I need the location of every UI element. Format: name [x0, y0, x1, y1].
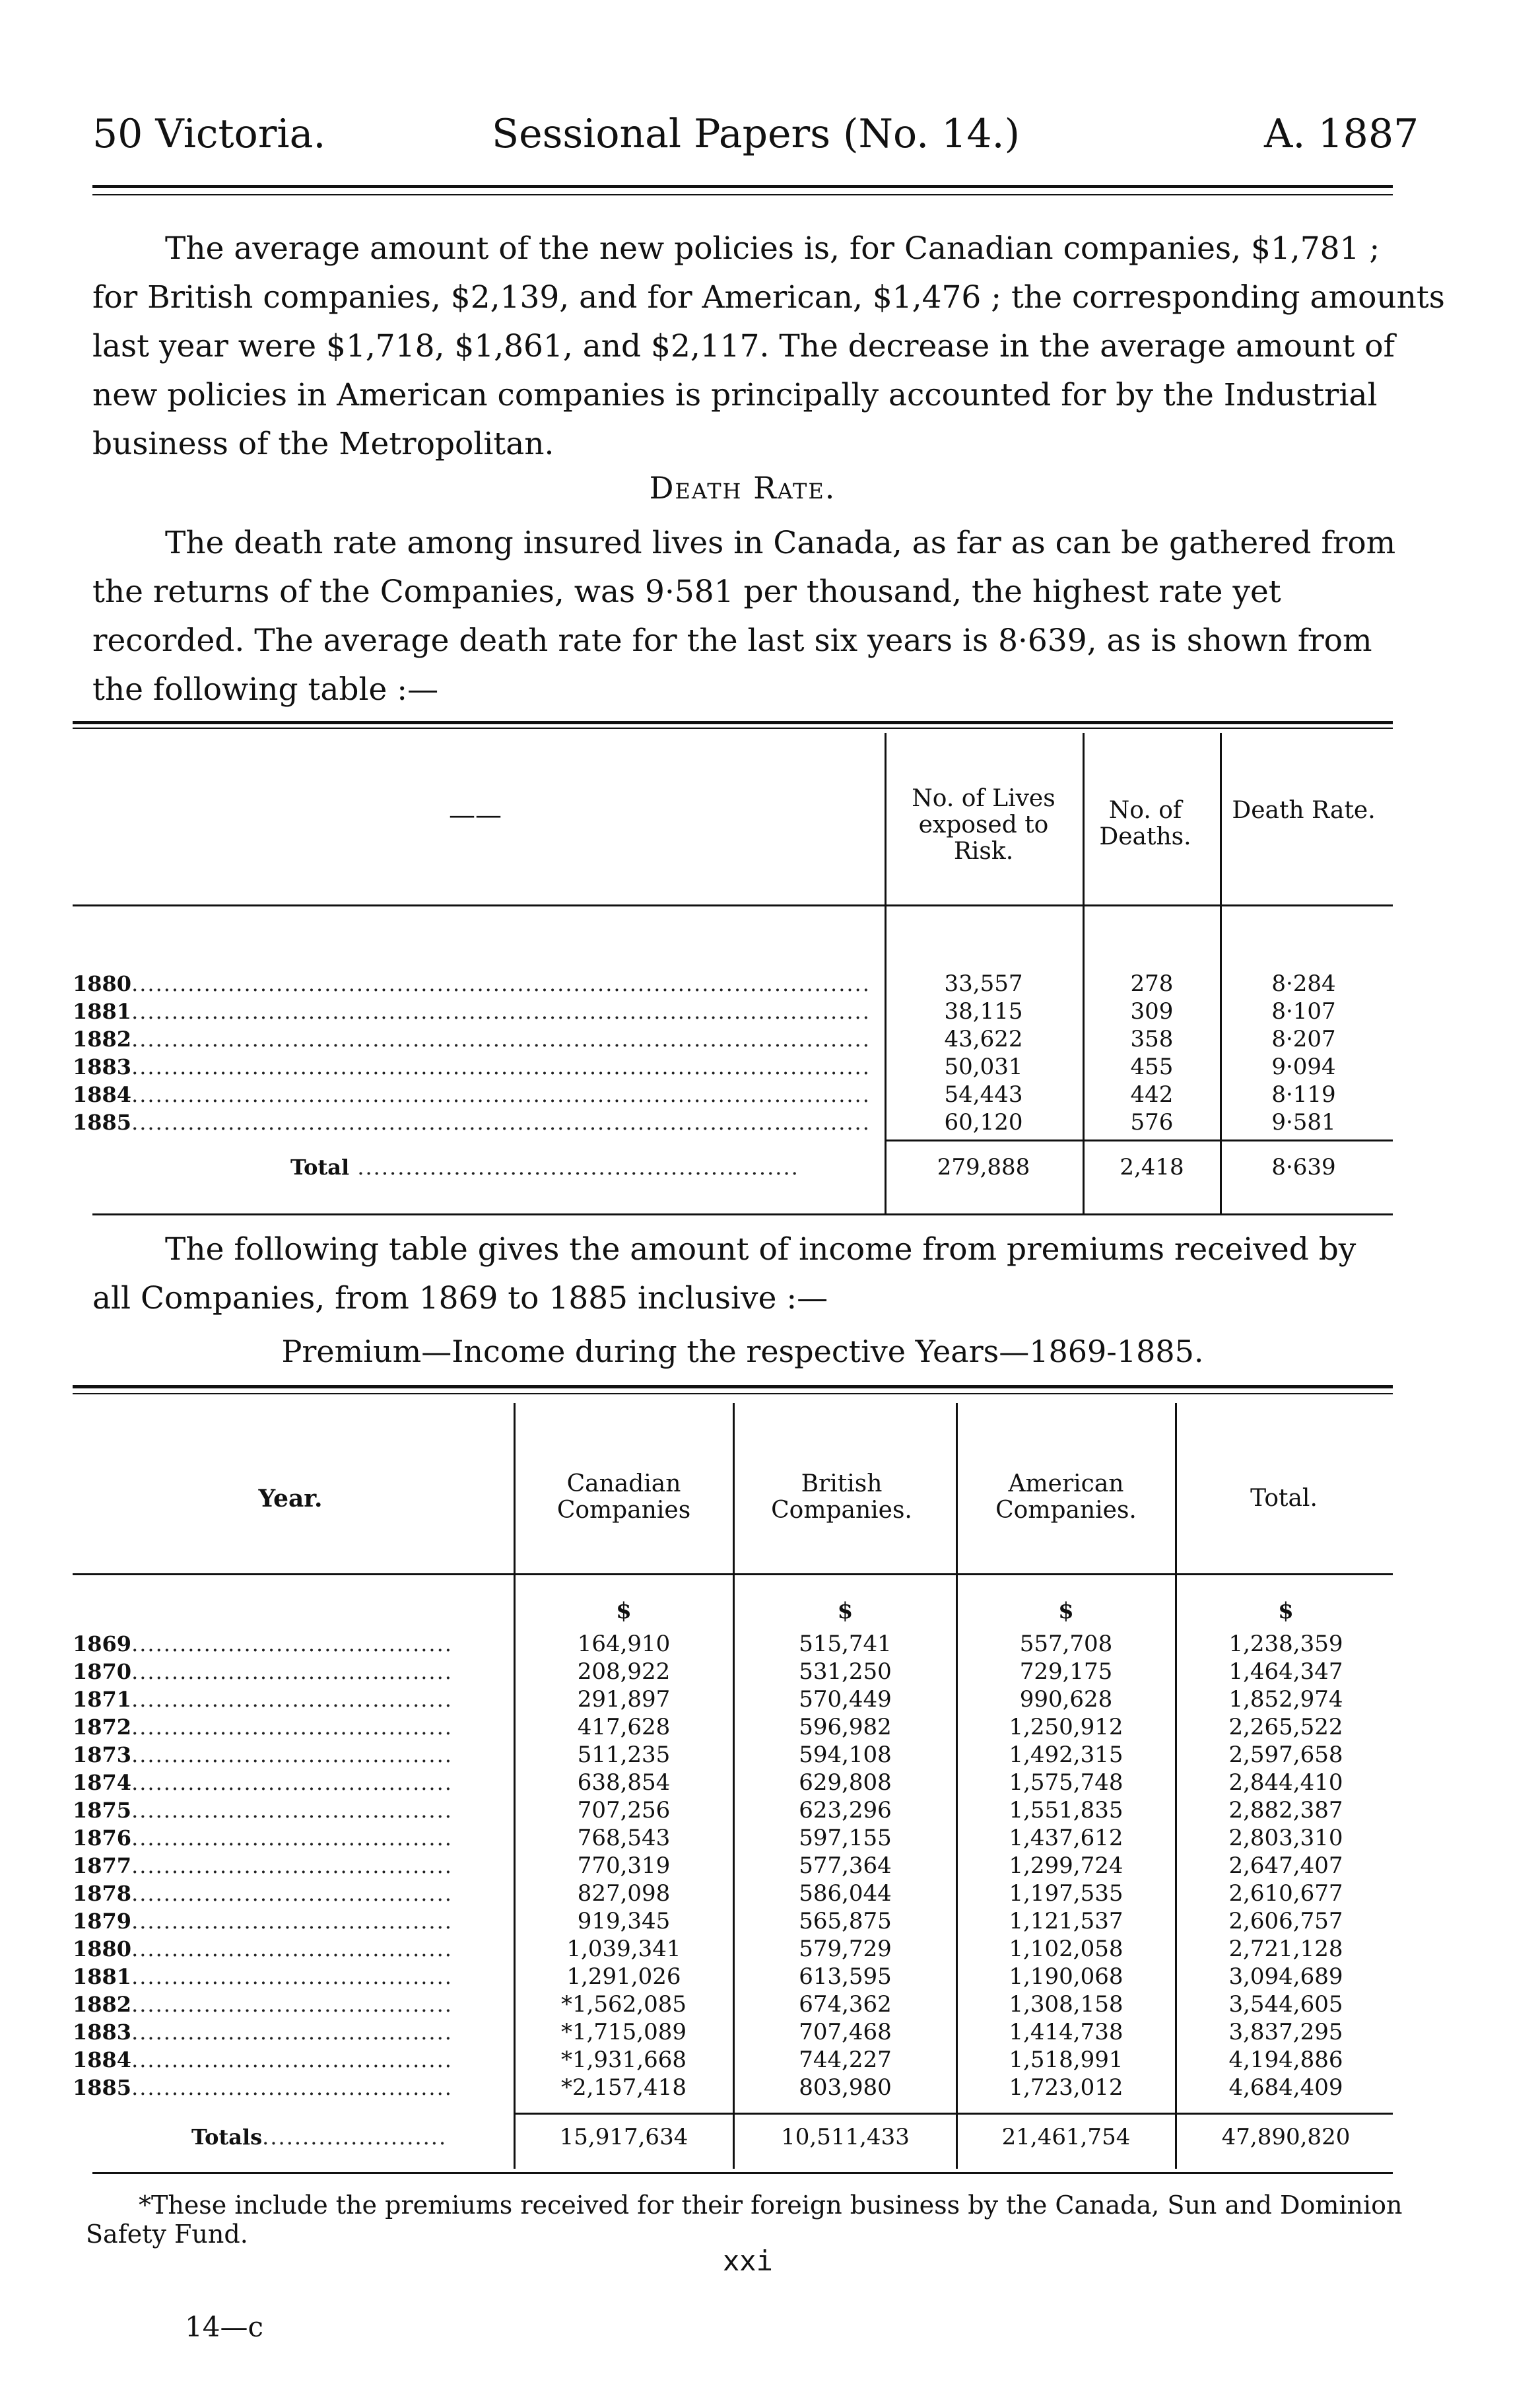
header-separator	[73, 1573, 1393, 1575]
column-divider	[885, 733, 887, 1215]
premium-row-british: 594,108	[799, 1742, 892, 1768]
premium-row-canadian: 208,922	[577, 1658, 671, 1685]
death-row-deaths: 358	[1130, 1026, 1174, 1052]
totals-label: Totals.......................	[191, 2125, 448, 2150]
premium-row-year: 1872........................................	[73, 1715, 453, 1740]
paragraph-average-amount	[92, 224, 1445, 469]
premium-row-british: 531,250	[799, 1658, 892, 1685]
premium-row-canadian: 919,345	[577, 1908, 671, 1934]
premium-row-canadian: 1,291,026	[566, 1963, 681, 1990]
paragraph-line: last year were $1,718, $1,861, and $2,117. The decrease in the average amount of	[92, 328, 1395, 364]
total-column-header: Total.	[1250, 1485, 1318, 1512]
premium-row-total: 2,844,410	[1228, 1769, 1343, 1796]
premium-row-canadian: 291,897	[577, 1686, 671, 1713]
premium-row-total: 2,597,658	[1228, 1742, 1343, 1768]
premium-row-year: 1876........................................	[73, 1825, 453, 1851]
currency-symbol: $	[837, 1598, 854, 1624]
premium-row-british: 577,364	[799, 1853, 892, 1879]
death-row-year: 1881............................................................................................	[73, 999, 871, 1024]
premium-row-total: 1,852,974	[1228, 1686, 1343, 1713]
premium-row-total: 2,610,677	[1228, 1880, 1343, 1907]
premium-row-british: 803,980	[799, 2074, 892, 2101]
premium-row-canadian: 638,854	[577, 1769, 671, 1796]
premium-row-total: 1,238,359	[1228, 1631, 1343, 1657]
premium-row-total: 2,721,128	[1228, 1936, 1343, 1962]
premium-row-year: 1884........................................	[73, 2047, 453, 2072]
premium-row-year: 1883........................................	[73, 2020, 453, 2045]
premium-row-canadian: 164,910	[577, 1631, 671, 1657]
premium-row-british: 597,155	[799, 1825, 892, 1851]
premium-row-year: 1869........................................	[73, 1631, 453, 1656]
page-number: xxi	[723, 2245, 773, 2277]
total-rate: 8·639	[1271, 1154, 1336, 1180]
death-row-year: 1882............................................................................................	[73, 1027, 871, 1052]
death-row-lives: 60,120	[944, 1109, 1023, 1136]
premium-row-american: 1,723,012	[1009, 2074, 1123, 2101]
column-divider	[1175, 1403, 1177, 2169]
premium-row-year: 1877........................................	[73, 1853, 453, 1878]
premium-row-year: 1879........................................	[73, 1909, 453, 1934]
currency-symbol: $	[1058, 1598, 1074, 1624]
table-rule	[73, 1393, 1393, 1394]
death-row-deaths: 576	[1130, 1109, 1174, 1136]
death-row-year: 1883............................................................................................	[73, 1054, 871, 1079]
paragraph-death-rate	[92, 519, 1396, 714]
death-row-rate: 8·284	[1271, 970, 1336, 997]
table-rule	[73, 1385, 1393, 1388]
premium-row-british: 674,362	[799, 1991, 892, 2018]
premium-row-british: 744,227	[799, 2047, 892, 2073]
column-divider	[1083, 733, 1085, 1215]
premium-row-year: 1874........................................	[73, 1770, 453, 1795]
premium-row-british: 629,808	[799, 1769, 892, 1796]
footnote	[86, 2191, 1406, 2249]
table-bottom-rule	[92, 1213, 1393, 1215]
american-column-header: American Companies.	[995, 1470, 1137, 1524]
currency-symbol: $	[1278, 1598, 1294, 1624]
paragraph-line: new policies in American companies is principally accounted for by the Industrial	[92, 377, 1378, 413]
premium-row-total: 4,194,886	[1228, 2047, 1343, 2073]
premium-row-total: 3,544,605	[1228, 1991, 1343, 2018]
paragraph-line: The death rate among insured lives in Canada, as far as can be gathered from	[165, 525, 1396, 561]
total-lives: 279,888	[937, 1154, 1030, 1180]
premium-row-year: 1878........................................	[73, 1881, 453, 1906]
column-divider	[956, 1403, 958, 2169]
totals-total: 47,890,820	[1221, 2124, 1351, 2150]
paragraph-line: recorded. The average death rate for the last six years is 8·639, as is shown from	[92, 623, 1372, 659]
premium-row-total: 1,464,347	[1228, 1658, 1343, 1685]
premium-row-canadian: 768,543	[577, 1825, 671, 1851]
premium-row-american: 1,190,068	[1009, 1963, 1123, 1990]
premium-row-american: 1,437,612	[1009, 1825, 1123, 1851]
death-row-year: 1885............................................................................................	[73, 1110, 871, 1135]
premium-row-british: 596,982	[799, 1714, 892, 1740]
column-divider	[1220, 733, 1222, 1215]
death-row-lives: 54,443	[944, 1081, 1023, 1108]
premium-row-canadian: 707,256	[577, 1797, 671, 1823]
premium-row-total: 2,882,387	[1228, 1797, 1343, 1823]
header-left: 50 Victoria.	[92, 111, 326, 157]
premium-row-year: 1882........................................	[73, 1992, 453, 2017]
british-column-header: British Companies.	[771, 1470, 912, 1524]
blank-column-header: ——	[449, 800, 502, 831]
total-label: Total .......................................................	[290, 1155, 799, 1180]
footnote-line: *These include the premiums received for their foreign business by the Canada, Sun and Dominion	[139, 2191, 1403, 2220]
premium-row-british: 515,741	[799, 1631, 892, 1657]
premium-heading: Premium—Income during the respective Years—1869-1885.	[281, 1334, 1204, 1369]
death-row-deaths: 442	[1130, 1081, 1174, 1108]
header-rule-bottom	[92, 194, 1393, 195]
header-rule-top	[92, 185, 1393, 188]
death-row-year: 1884............................................................................................	[73, 1082, 871, 1107]
premium-row-canadian: *1,931,668	[560, 2047, 687, 2073]
premium-row-canadian: 770,319	[577, 1853, 671, 1879]
premium-row-american: 990,628	[1019, 1686, 1113, 1713]
death-row-deaths: 309	[1130, 998, 1174, 1025]
premium-row-british: 565,875	[799, 1908, 892, 1934]
premium-row-year: 1870........................................	[73, 1659, 453, 1684]
lives-column-header: No. of Lives exposed to Risk.	[912, 785, 1055, 865]
premium-row-british: 570,449	[799, 1686, 892, 1713]
table-bottom-rule	[92, 2172, 1393, 2174]
footnote-line: Safety Fund.	[86, 2220, 248, 2249]
totals-canadian: 15,917,634	[559, 2124, 688, 2150]
premium-row-total: 4,684,409	[1228, 2074, 1343, 2101]
premium-row-year: 1880........................................	[73, 1936, 453, 1961]
premium-row-year: 1871........................................	[73, 1687, 453, 1712]
death-row-lives: 50,031	[944, 1054, 1023, 1080]
premium-row-american: 557,708	[1019, 1631, 1113, 1657]
death-row-year: 1880............................................................................................	[73, 971, 871, 996]
total-rule	[885, 1140, 1393, 1141]
death-row-deaths: 278	[1130, 970, 1174, 997]
premium-row-canadian: 417,628	[577, 1714, 671, 1740]
premium-row-american: 1,551,835	[1009, 1797, 1123, 1823]
header-right: A. 1887	[1264, 111, 1419, 157]
premium-row-british: 613,595	[799, 1963, 892, 1990]
death-row-rate: 8·119	[1271, 1081, 1336, 1108]
premium-row-american: 1,121,537	[1009, 1908, 1123, 1934]
premium-row-canadian: *2,157,418	[560, 2074, 687, 2101]
death-row-deaths: 455	[1130, 1054, 1174, 1080]
paragraph-line: business of the Metropolitan.	[92, 426, 554, 462]
death-row-rate: 9·094	[1271, 1054, 1336, 1080]
currency-symbol: $	[616, 1598, 632, 1624]
premium-row-american: 1,102,058	[1009, 1936, 1123, 1962]
premium-row-british: 579,729	[799, 1936, 892, 1962]
rate-column-header: Death Rate.	[1232, 797, 1376, 824]
premium-row-total: 3,837,295	[1228, 2019, 1343, 2045]
death-rate-heading: Death Rate.	[649, 470, 836, 506]
column-divider	[514, 1403, 516, 2169]
year-column-header: Year.	[258, 1485, 323, 1513]
death-row-rate: 8·107	[1271, 998, 1336, 1025]
premium-row-total: 2,803,310	[1228, 1825, 1343, 1851]
premium-row-canadian: *1,715,089	[560, 2019, 687, 2045]
premium-row-canadian: 1,039,341	[566, 1936, 681, 1962]
death-row-lives: 33,557	[944, 970, 1023, 997]
signature-mark: 14—c	[185, 2311, 263, 2343]
total-deaths: 2,418	[1120, 1154, 1184, 1180]
premium-row-year: 1885........................................	[73, 2075, 453, 2100]
column-divider	[733, 1403, 735, 2169]
death-row-lives: 38,115	[944, 998, 1023, 1025]
paragraph-premium-intro	[92, 1225, 1393, 1323]
premium-row-total: 3,094,689	[1228, 1963, 1343, 1990]
paragraph-line: all Companies, from 1869 to 1885 inclusive :—	[92, 1280, 828, 1316]
premium-row-american: 1,414,738	[1009, 2019, 1123, 2045]
death-row-rate: 9·581	[1271, 1109, 1336, 1136]
premium-row-american: 1,492,315	[1009, 1742, 1123, 1768]
premium-row-canadian: 827,098	[577, 1880, 671, 1907]
premium-row-year: 1875........................................	[73, 1798, 453, 1823]
death-row-rate: 8·207	[1271, 1026, 1336, 1052]
premium-row-american: 1,575,748	[1009, 1769, 1123, 1796]
premium-row-year: 1873........................................	[73, 1742, 453, 1767]
premium-row-american: 729,175	[1019, 1658, 1113, 1685]
premium-row-canadian: 511,235	[577, 1742, 671, 1768]
premium-row-american: 1,197,535	[1009, 1880, 1123, 1907]
premium-row-british: 586,044	[799, 1880, 892, 1907]
premium-row-american: 1,518,991	[1009, 2047, 1123, 2073]
premium-row-total: 2,265,522	[1228, 1714, 1343, 1740]
premium-row-total: 2,606,757	[1228, 1908, 1343, 1934]
premium-row-year: 1881........................................	[73, 1964, 453, 1989]
premium-row-british: 623,296	[799, 1797, 892, 1823]
premium-row-american: 1,308,158	[1009, 1991, 1123, 2018]
premium-row-canadian: *1,562,085	[560, 1991, 687, 2018]
header-center: Sessional Papers (No. 14.)	[492, 111, 1021, 157]
premium-row-american: 1,299,724	[1009, 1853, 1123, 1879]
paragraph-line: The following table gives the amount of income from premiums received by	[165, 1231, 1356, 1268]
totals-american: 21,461,754	[1001, 2124, 1131, 2150]
premium-row-american: 1,250,912	[1009, 1714, 1123, 1740]
death-row-lives: 43,622	[944, 1026, 1023, 1052]
canadian-column-header: Canadian Companies	[556, 1470, 691, 1524]
table-rule	[73, 728, 1393, 729]
premium-row-british: 707,468	[799, 2019, 892, 2045]
header-separator	[73, 904, 1393, 906]
table-rule	[73, 721, 1393, 724]
paragraph-line: The average amount of the new policies is, for Canadian companies, $1,781 ;	[165, 230, 1380, 267]
paragraph-line: for British companies, $2,139, and for American, $1,476 ; the corresponding amounts	[92, 279, 1445, 316]
totals-british: 10,511,433	[781, 2124, 910, 2150]
paragraph-line: the following table :—	[92, 671, 439, 708]
totals-rule	[514, 2113, 1393, 2115]
paragraph-line: the returns of the Companies, was 9·581 per thousand, the highest rate yet	[92, 574, 1281, 610]
deaths-column-header: No. of Deaths.	[1099, 797, 1191, 850]
premium-row-total: 2,647,407	[1228, 1853, 1343, 1879]
